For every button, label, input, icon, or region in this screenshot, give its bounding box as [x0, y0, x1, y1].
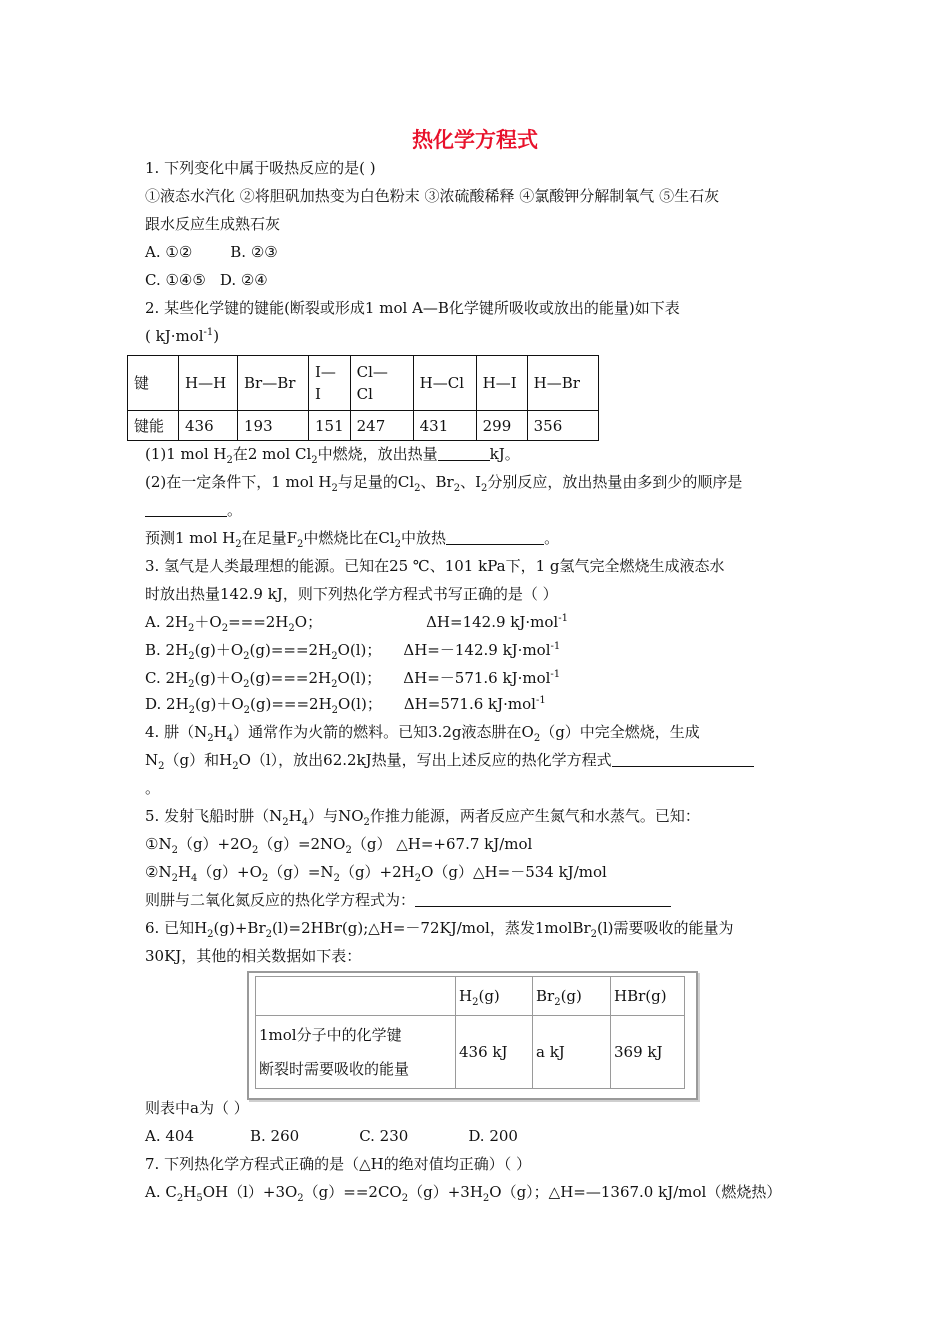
- q5-equation-1: $①N_2(g)+2O_2(g)=2NO_2(g)$ △H=+67.7 kJ/mol: [145, 835, 533, 856]
- q6-ask: 则表中a为（ ）: [145, 1099, 249, 1117]
- table-cell: 247: [350, 411, 413, 441]
- q6-option-d: D. 200: [468, 1127, 518, 1145]
- q3-option-c: C. $2H_2(g)+O_2(g)===2H_2O(l)$； ΔH=－571.6 kJ·mol$^{-1}$: [145, 669, 561, 690]
- q3-stem-line2: 时放出热量142.9 kJ，则下列热化学方程式书写正确的是（ ）: [145, 585, 558, 603]
- q1-stem: 1. 下列变化中属于吸热反应的是( ): [145, 159, 376, 177]
- table-cell: $Br_2(g)$: [533, 977, 611, 1016]
- q2-prediction: 预测1 mol $H_2$在足量$F_2$中燃烧比在$Cl_2$中放热 。: [145, 529, 560, 550]
- q7-option-a: A. $C_2H_5OH(l)+3O_2(g)==2CO_2(g)+3H_2O(g)$；△H=—1367.0 kJ/mol（燃烧热）: [145, 1183, 782, 1204]
- table-cell: 299: [476, 411, 527, 441]
- q3-option-d: D. $2H_2(g)+O_2(g)===2H_2O(l)$； ΔH=571.6 kJ·mol$^{-1}$: [145, 695, 546, 716]
- q2-sub2: (2)在一定条件下，1 mol $H_2$与足量的$Cl_2$、$Br_2$、$I_2$分别反应，放出热量由多到少的顺序是: [145, 473, 743, 494]
- answer-blank[interactable]: [446, 530, 544, 545]
- bond-data-table-frame: [247, 971, 698, 1100]
- answer-blank[interactable]: [415, 892, 671, 907]
- table-cell: 436 kJ: [456, 1016, 533, 1089]
- q7-stem: 7. 下列热化学方程式正确的是（△H的绝对值均正确）（ ）: [145, 1155, 531, 1173]
- table-cell: H—I: [476, 356, 527, 411]
- q6-stem-line2: 30KJ，其他的相关数据如下表：: [145, 947, 362, 965]
- page-title: 热化学方程式: [412, 128, 538, 152]
- table-row: [256, 977, 685, 1016]
- table-row: [128, 411, 599, 441]
- bond-energy-table: [127, 355, 599, 441]
- table-cell: Cl— Cl: [350, 356, 413, 411]
- table-cell: 436: [179, 411, 238, 441]
- table-cell: Br—Br: [238, 356, 309, 411]
- table-cell: 键能: [128, 411, 179, 441]
- answer-blank[interactable]: [145, 502, 227, 517]
- table-cell: 356: [527, 411, 598, 441]
- q3-option-b: B. $2H_2(g)+O_2(g)===2H_2O(l)$； ΔH=－142.9 kJ·mol$^{-1}$: [145, 641, 561, 662]
- q5-stem: 5. 发射飞船时肼$(N_2H_4)$与$NO_2$作推力能源，两者反应产生氮气和水蒸气。已知：: [145, 807, 700, 828]
- q6-option-a: A. 404: [145, 1127, 194, 1145]
- q6-stem-line1: 6. 已知$H_2(g)+Br_2(l)=2HBr(g);\triangle H=-72KJ$/mol，蒸发1molBr$_2$(l)需要吸收的能量为: [145, 919, 734, 940]
- table-cell: [256, 977, 456, 1016]
- table-row: [128, 356, 599, 411]
- bond-data-table: [255, 976, 685, 1089]
- table-cell: HBr(g): [611, 977, 685, 1016]
- table-cell: H—Br: [527, 356, 598, 411]
- q1-options-row2: [145, 270, 268, 290]
- table-cell: I— I: [309, 356, 351, 411]
- table-cell: 369 kJ: [611, 1016, 685, 1089]
- q5-ask: 则肼与二氧化氮反应的热化学方程式为：: [145, 890, 671, 910]
- q2-stem-line1: 2. 某些化学键的键能(断裂或形成1 mol A—B化学键所吸收或放出的能量)如下表: [145, 299, 680, 317]
- q3-option-a: A. $2H_2+O_2===2H_2O$； ΔH=142.9 kJ·mol$^{-1}$: [145, 613, 568, 634]
- table-cell: 1mol分子中的化学键 断裂时需要吸收的能量: [256, 1016, 456, 1089]
- q4-stem-line2: $N_2(g)$和$H_2O(l)$，放出62.2kJ热量，写出上述反应的热化学方程式: [145, 750, 754, 770]
- answer-blank[interactable]: [438, 446, 490, 461]
- q4-stem-line1: 4. 肼$(N_2H_4)$通常作为火箭的燃料。已知3.2g液态肼在$O_2(g)$中完全燃烧，生成: [145, 723, 700, 744]
- q1-options-row1: [145, 242, 278, 262]
- table-cell: 键: [128, 356, 179, 411]
- q1-option-d: D. ②④: [219, 271, 268, 289]
- q6-option-b: B. 260: [250, 1127, 300, 1145]
- q3-stem-line1: 3. 氢气是人类最理想的能源。已知在25 ℃、101 kPa下，1 g氢气完全燃烧生成液态水: [145, 557, 725, 575]
- table-cell: a kJ: [533, 1016, 611, 1089]
- q2-sub2-answer: 。: [145, 500, 242, 520]
- q6-option-c: C. 230: [359, 1127, 409, 1145]
- table-cell: 193: [238, 411, 309, 441]
- table-row: [256, 1016, 685, 1089]
- q2-sub1: (1)1 mol $H_2$在2 mol $Cl_2$中燃烧，放出热量 kJ。: [145, 445, 520, 466]
- table-cell: 431: [413, 411, 476, 441]
- q6-options: [145, 1126, 518, 1146]
- q5-equation-2: $②N_2H_4(g)+O_2(g)=N_2(g)+2H_2O(g)\triangle H=-534$ kJ/mol: [145, 863, 607, 884]
- q1-option-a: A. ①②: [145, 243, 193, 261]
- q1-items-line1: ①液态水汽化 ②将胆矾加热变为白色粉末 ③浓硫酸稀释 ④氯酸钾分解制氧气 ⑤生石灰: [145, 187, 720, 205]
- answer-blank[interactable]: [612, 752, 754, 767]
- q1-items-line2: 跟水反应生成熟石灰: [145, 215, 281, 233]
- q2-stem-line2: ( kJ·mol$^{-1}$): [145, 327, 220, 345]
- q1-option-c: C. ①④⑤: [145, 271, 206, 289]
- table-cell: H—Cl: [413, 356, 476, 411]
- table-cell: 151: [309, 411, 351, 441]
- q4-stem-line3: 。: [145, 779, 161, 797]
- q1-option-b: B. ②③: [230, 243, 278, 261]
- table-cell: H—H: [179, 356, 238, 411]
- table-cell: $H_2(g)$: [456, 977, 533, 1016]
